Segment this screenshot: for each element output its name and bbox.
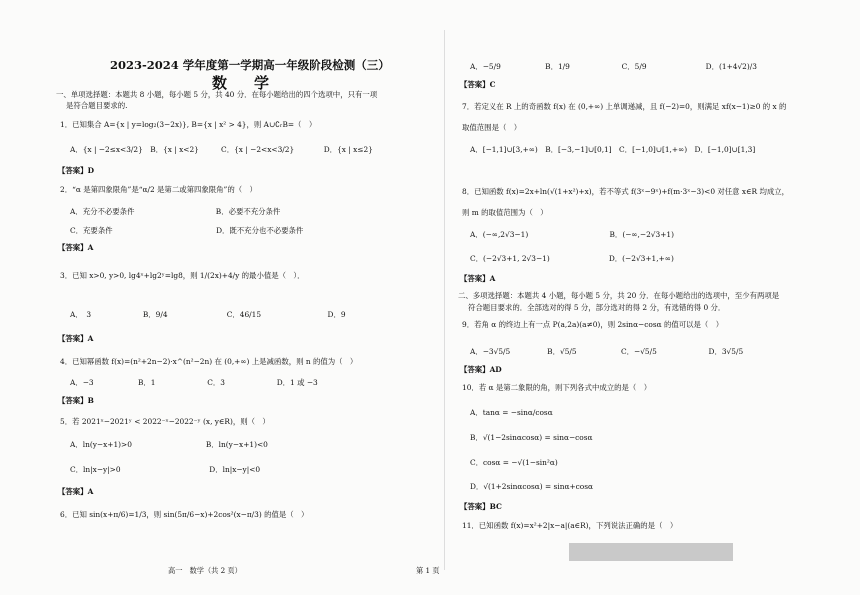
answer-line: 【答案】A: [58, 334, 94, 343]
question-line: 9．若角 α 的终边上有一点 P(a,2a)(a≠0)，则 2sinα−cosα 的值可以是（ ）: [462, 320, 724, 329]
question-line: 是符合题目要求的.: [66, 101, 128, 110]
question-line: 符合题目要求的．全部选对的得 5 分，部分选对的得 2 分，有选错的得 0 分．: [468, 303, 726, 312]
question-line: 10．若 α 是第二象限的角，则下列各式中成立的是（ ）: [462, 383, 652, 392]
answer-line: 【答案】A: [460, 274, 496, 283]
question-line: 二、多项选择题：本题共 4 小题，每小题 5 分，共 20 分．在每小题给出的选项中，至少有两项是: [458, 291, 780, 300]
question-line: D．√(1+2sinαcosα) = sinα+cosα: [470, 482, 594, 491]
question-line: A．ln(y−x+1)>0 B．ln(y−x+1)<0: [70, 440, 268, 449]
answer-line: 【答案】D: [58, 166, 94, 175]
question-line: A．(−∞,2√3−1) B．(−∞,−2√3+1): [470, 230, 674, 239]
answer-line: 【答案】A: [58, 243, 94, 252]
exam-title: 2023-2024 学年度第一学期高一年级阶段检测（三）: [110, 58, 390, 72]
answer-line: 【答案】C: [460, 80, 496, 89]
question-line: A．−3 B．1 C．3 D．1 或 −3: [70, 378, 318, 387]
page-number: 第 1 页: [416, 566, 440, 575]
answer-line: 【答案】BC: [460, 502, 502, 511]
question-line: A．[−1,1]∪[3,+∞) B．[−3,−1]∪[0,1] C．[−1,0]∪[1,+∞) D．[−1,0]∪[1,3]: [470, 145, 756, 154]
question-line: 3．已知 x>0, y>0, lg4ˣ+lg2ʸ=lg8，则 1/(2x)+4/y 的最小值是（ ）．: [60, 271, 305, 280]
answer-line: 【答案】A: [58, 487, 94, 496]
question-line: A． 3 B．9/4 C．46/15 D．9: [70, 310, 346, 319]
question-line: A．{x | −2≤x<3/2} B．{x | x<2} C．{x | −2<x<3/2} D．{x | x≤2}: [70, 145, 373, 154]
question-line: A．−3√5/5 B．√5/5 C．−√5/5 D．3√5/5: [470, 347, 744, 356]
answer-line: 【答案】AD: [460, 365, 502, 374]
question-line: A．充分不必要条件 B．必要不充分条件: [70, 207, 281, 216]
question-line: B．√(1−2sinαcosα) = sinα−cosα: [470, 433, 593, 442]
question-line: 则 m 的取值范围为（ ）: [462, 208, 548, 217]
subject-title: 数 学: [212, 74, 276, 92]
question-line: 2．“α 是第四象限角”是“α/2 是第二或第四象限角”的（ ）: [60, 185, 257, 194]
column-divider: [444, 30, 445, 570]
question-line: C．充要条件 D．既不充分也不必要条件: [70, 226, 304, 235]
question-line: 4．已知幂函数 f(x)=(n²+2n−2)·x^(n²−2n) 在 (0,+∞) 上是减函数，则 n 的值为（ ）: [60, 357, 358, 366]
question-line: 6．已知 sin(x+π/6)=1/3，则 sin(5π/6−x)+2cos²(x−π/3) 的值是（ ）: [60, 510, 309, 519]
question-line: C．cosα = −√(1−sin²α): [470, 458, 558, 467]
question-line: 1．已知集合 A={x | y=log₂(3−2x)}, B={x | x² > 4}，则 A∪∁ᵣB=（ ）: [60, 120, 317, 129]
question-line: 7．若定义在 R 上的奇函数 f(x) 在 (0,+∞) 上单调递减，且 f(−2)=0，则满足 xf(x−1)≥0 的 x 的: [462, 102, 787, 111]
question-line: C．(−2√3+1, 2√3−1) D．(−2√3+1,+∞): [470, 254, 674, 263]
question-line: 8．已知函数 f(x)=2x+ln(√(1+x²)+x)，若不等式 f(3ˣ−9ˣ)+f(m·3ˣ−3)<0 对任意 x∈R 均成立，: [462, 187, 790, 196]
question-line: 取值范围是（ ）: [462, 123, 522, 132]
question-line: 11．已知函数 f(x)=x²+2|x−a|(a∈R)，下列说法正确的是（ ）: [462, 521, 678, 530]
question-line: C．ln|x−y|>0 D．ln|x−y|<0: [70, 465, 261, 474]
answer-line: 【答案】B: [58, 396, 94, 405]
question-line: A．−5/9 B．1/9 C．5/9 D．(1+4√2)/3: [470, 62, 757, 71]
redaction-bar: [569, 543, 733, 561]
question-line: 5．若 2021ˣ−2021ʸ < 2022⁻ˣ−2022⁻ʸ (x, y∈R)，则（ ）: [60, 417, 270, 426]
question-line: 一、单项选择题：本题共 8 小题，每小题 5 分，共 40 分．在每小题给出的四个选项中，只有一项: [56, 90, 378, 99]
footer-left: 高一 数学（共 2 页）: [168, 566, 242, 575]
question-line: A．tanα = −sinα/cosα: [470, 408, 553, 417]
